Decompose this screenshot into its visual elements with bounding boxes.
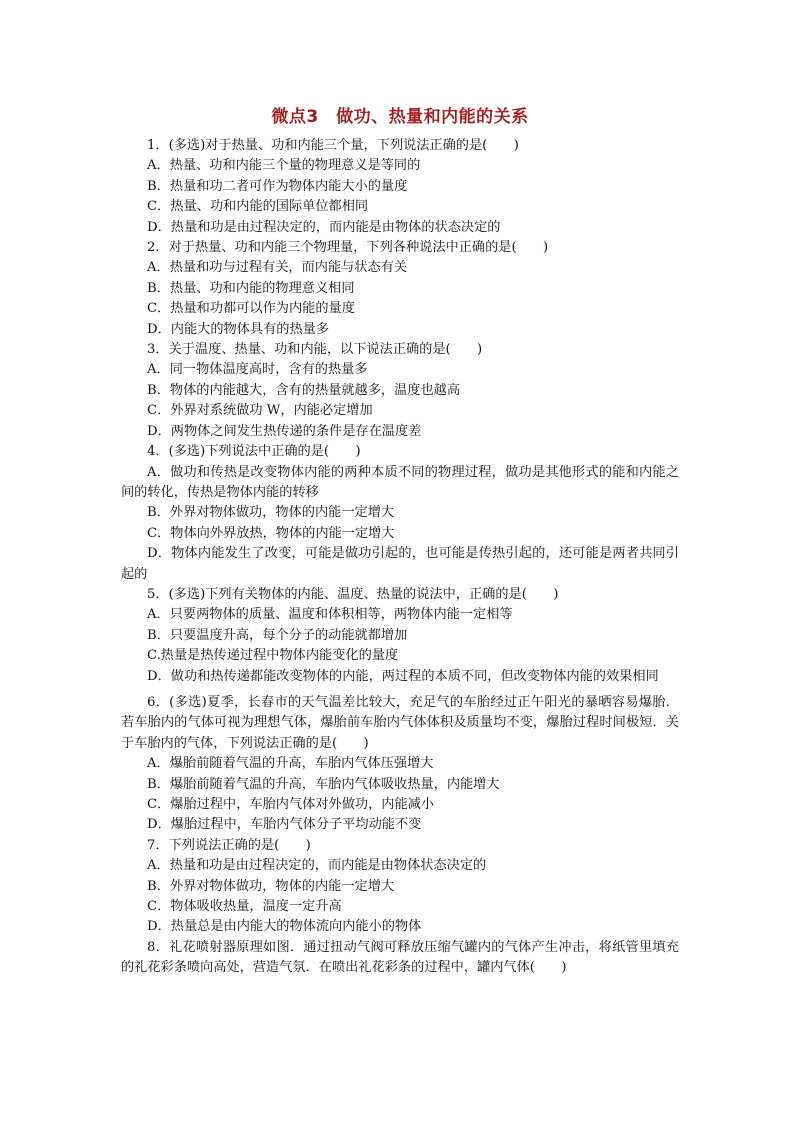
question-1-stem: 1．(多选)对于热量、功和内能三个量，下列说法正确的是( ) xyxy=(147,138,519,153)
question-6-option-d: D．爆胎过程中，车胎内气体分子平均动能不变 xyxy=(147,817,422,833)
question-7-option-d: D．热量总是由内能大的物体流向内能小的物体 xyxy=(147,919,422,935)
question-3-option-d: D．两物体之间发生热传递的条件是存在温度差 xyxy=(147,423,422,439)
question-2-option-a: A．热量和功与过程有关，而内能与状态有关 xyxy=(147,260,408,276)
question-5-option-d-text: D．做功和热传递都能改变物体的内能，两过程的本质不同，但改变物体内能的效果相同 xyxy=(147,668,659,684)
question-3-option-c: C．外界对系统做功 W，内能必定增加 xyxy=(147,403,373,419)
question-8-stem: 8．礼花喷射器原理如图．通过扭动气阀可释放压缩气罐内的气体产生冲击，将纸管里填充的礼花彩条喷向高处，营造气氛．在喷出礼花彩条的过程中，罐内气体( ) xyxy=(121,939,679,976)
question-6-option-a: A．爆胎前随着气温的升高，车胎内气体压强增大 xyxy=(147,756,434,772)
question-4-option-b: B．外界对物体做功，物体的内能一定增大 xyxy=(147,505,395,521)
question-5-option-b: B．只要温度升高，每个分子的动能就都增加 xyxy=(147,627,408,643)
question-2-option-b: B．热量、功和内能的物理意义相同 xyxy=(147,280,355,296)
question-7-stem: 7．下列说法正确的是( ) xyxy=(147,837,311,853)
question-7-option-b: B．外界对物体做功，物体的内能一定增大 xyxy=(147,878,395,894)
question-7-option-a: A．热量和功是由过程决定的，而内能是由物体状态决定的 xyxy=(147,858,487,874)
question-3-option-b: B．物体的内能越大，含有的热量就越多，温度也越高 xyxy=(147,382,461,398)
question-5-option-a: A．只要两物体的质量、温度和体积相等，两物体内能一定相等 xyxy=(147,607,513,623)
question-5-option-c: C.热量是热传递过程中物体内能变化的量度 xyxy=(147,648,399,664)
question-1-option-a: A．热量、功和内能三个量的物理意义是等同的 xyxy=(147,158,421,174)
question-3-stem: 3．关于温度、热量、功和内能，以下说法正确的是( ) xyxy=(147,342,483,358)
question-4-option-d xyxy=(121,544,679,585)
question-4-option-c: C．物体向外界放热，物体的内能一定增大 xyxy=(147,525,395,541)
page-title: 微点3 做功、热量和内能的关系 xyxy=(271,107,529,127)
question-2-option-c: C．热量和功都可以作为内能的量度 xyxy=(147,301,355,317)
document-page xyxy=(121,104,679,979)
question-3-option-a: A．同一物体温度高时，含有的热量多 xyxy=(147,362,368,378)
question-7-option-c: C．物体吸收热量，温度一定升高 xyxy=(147,899,342,915)
question-1-option-d: D．热量和功是由过程决定的，而内能是由物体的状态决定的 xyxy=(147,219,501,235)
question-6-option-c: C．爆胎过程中，车胎内气体对外做功，内能减小 xyxy=(147,797,435,812)
question-4-option-a-text: A．做功和传热是改变物体内能的两种本质不同的物理过程，做功是其他形式的能和内能之间的转化，传热是物体内能的转移 xyxy=(121,464,679,500)
question-4-stem: 4．(多选)下列说法中正确的是( ) xyxy=(147,444,361,460)
question-5-stem: 5．(多选)下列有关物体的内能、温度、热量的说法中，正确的是( ) xyxy=(147,586,559,602)
question-1-option-b: B．热量和功二者可作为物体内能大小的量度 xyxy=(147,178,408,194)
question-4-option-a xyxy=(121,463,679,504)
question-5-option-d xyxy=(121,667,679,687)
question-1-option-c: C．热量、功和内能的国际单位都相同 xyxy=(147,199,369,215)
question-2-stem: 2．对于热量、功和内能三个物理量，下列各种说法中正确的是( ) xyxy=(147,240,549,256)
question-6-option-b: B．爆胎前随着气温的升高，车胎内气体吸收热量，内能增大 xyxy=(147,776,500,792)
question-4-option-d-text: D．物体内能发生了改变，可能是做功引起的，也可能是传热引起的，还可能是两者共同引起的 xyxy=(121,546,679,582)
question-6-stem: 6．(多选)夏季，长春市的天气温差比较大，充足气的车胎经过正午阳光的暴晒容易爆胎．若车胎内的气体可视为理想气体，爆胎前车胎内气体体积及质量均不变，爆胎过程时间极短．关于车胎内的气体，下列说法正确的是( ) xyxy=(121,694,679,751)
question-2-option-d: D．内能大的物体具有的热量多 xyxy=(147,321,330,337)
